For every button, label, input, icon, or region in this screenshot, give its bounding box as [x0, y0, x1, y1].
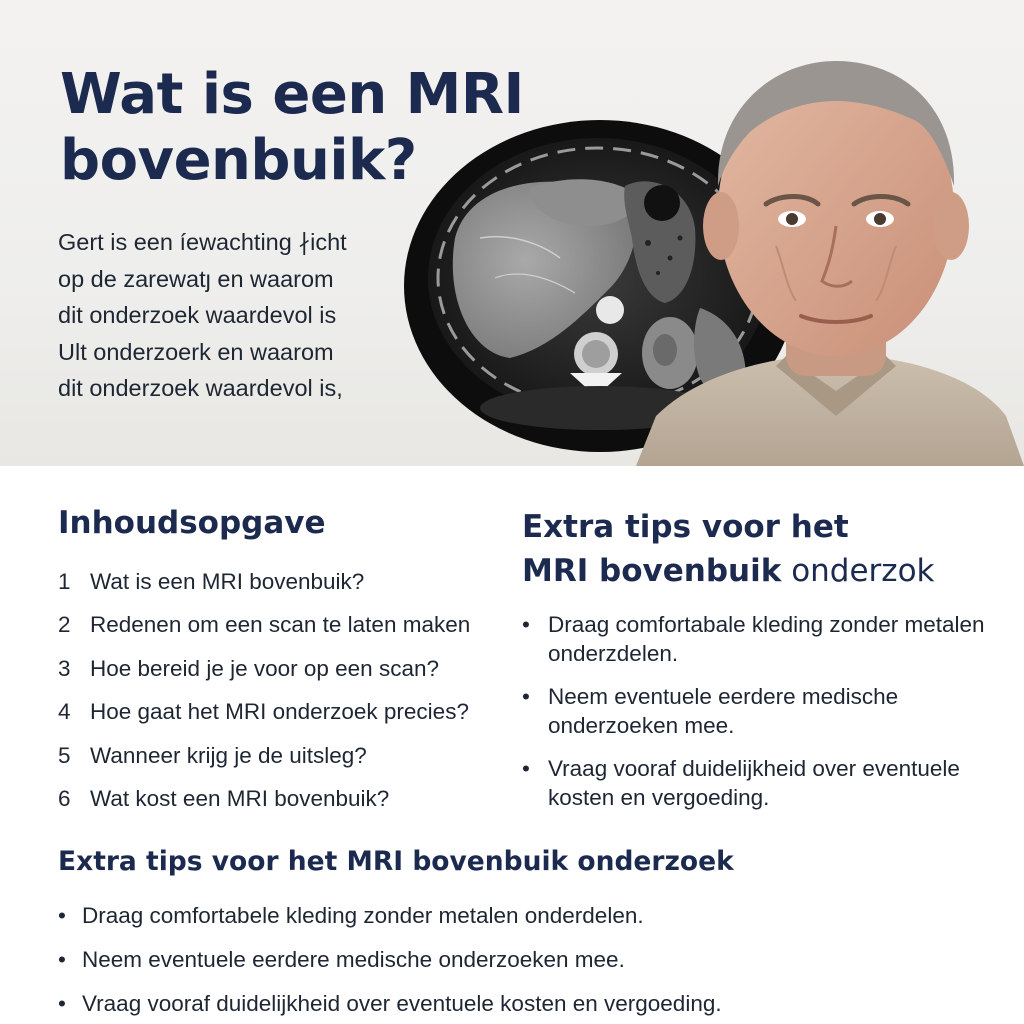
- list-item: • Vraag vooraf duidelijkheid over eventuele kosten en vergoeding.: [522, 754, 1002, 812]
- intro-line: dit onderzoek waardevol is,: [58, 375, 343, 401]
- intro-line: dit onderzoek waardevol is: [58, 302, 337, 328]
- toc-item[interactable]: 4 Hoe gaat het MRI onderzoek precies?: [58, 699, 469, 725]
- toc-heading: Inhoudsopgave: [58, 505, 326, 541]
- list-item: • Draag comfortabale kleding zonder metalen onderzdelen.: [522, 610, 1002, 668]
- list-item: • Neem eventuele eerdere medische onderzoeken mee.: [522, 682, 1002, 740]
- intro-line: Gert is een íewachting ∤icht: [58, 229, 347, 255]
- toc-item[interactable]: 1 Wat is een MRI bovenbuik?: [58, 568, 365, 594]
- list-item: • Neem eventuele eerdere medische onderzoeken mee.: [58, 942, 998, 986]
- hero-intro-text: [58, 224, 418, 407]
- person-portrait-image: [636, 36, 1024, 466]
- tips-heading-bottom: Extra tips voor het MRI bovenbuik onderzoek: [58, 846, 734, 877]
- toc-item[interactable]: 5 Wanneer krijg je de uitsleg?: [58, 742, 367, 768]
- page-title: Wat is een MRI bovenbuik?: [60, 62, 524, 193]
- list-item: • Draag comfortabele kleding zonder metalen onderdelen.: [58, 898, 998, 942]
- table-of-contents: [58, 560, 498, 821]
- tips-list-bottom: [58, 898, 998, 1024]
- list-item: • Vraag vooraf duidelijkheid over eventuele kosten en vergoeding.: [58, 986, 998, 1024]
- intro-line: Ult onderzoerk en waarom: [58, 338, 334, 365]
- toc-item[interactable]: 3 Hoe bereid je je voor op een scan?: [58, 655, 439, 681]
- toc-item[interactable]: 6 Wat kost een MRI bovenbuik?: [58, 786, 390, 812]
- tips-heading-right: Extra tips voor het MRI bovenbuik onderzok: [522, 509, 935, 589]
- hero-banner: [0, 0, 1024, 466]
- toc-item[interactable]: 2 Redenen om een scan te laten maken: [58, 612, 471, 638]
- intro-line: op de zarewatȷ en waarom: [58, 265, 334, 292]
- tips-list-right: [522, 610, 1002, 826]
